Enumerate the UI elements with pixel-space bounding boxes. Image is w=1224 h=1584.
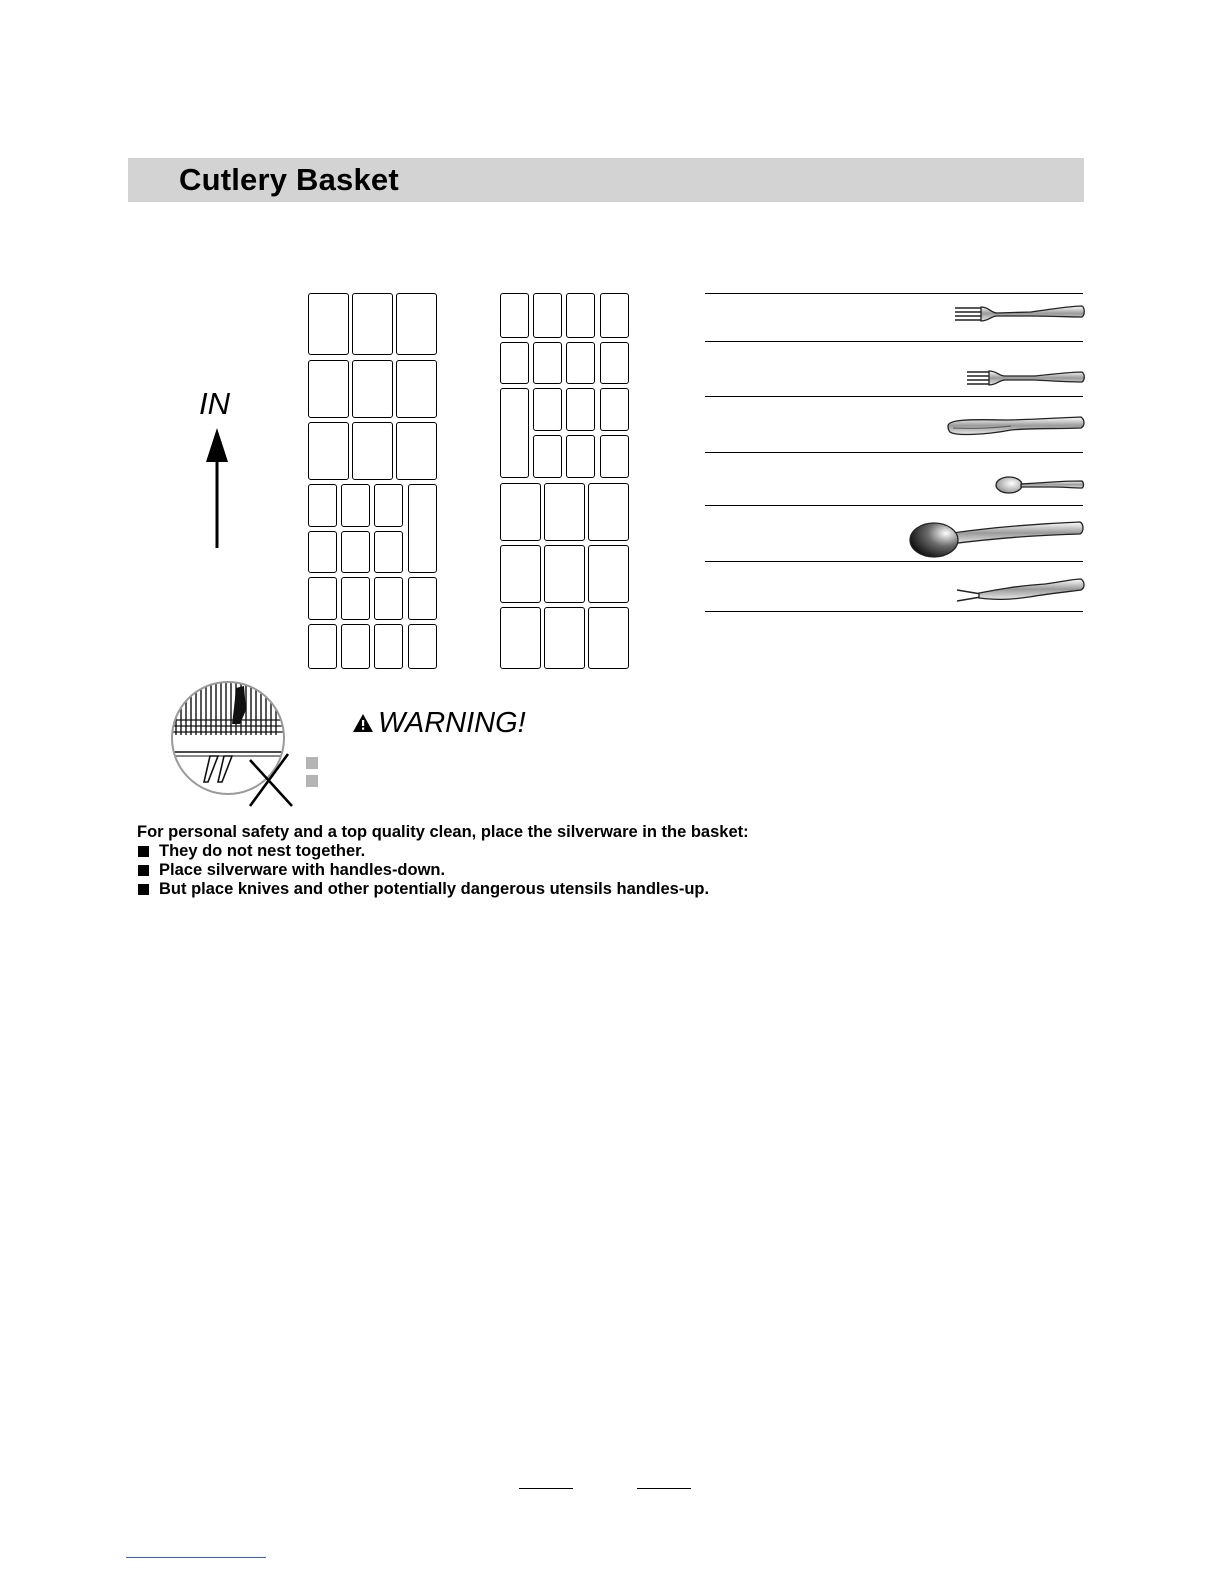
basket-slot — [544, 545, 585, 603]
basket-slot — [566, 388, 595, 431]
legend-divider — [705, 452, 1083, 453]
basket-slot-tall — [408, 484, 437, 573]
basket-slot — [533, 342, 562, 384]
basket-slot — [396, 293, 437, 355]
basket-slot — [500, 607, 541, 669]
basket-slot — [500, 483, 541, 541]
basket-slot — [308, 293, 349, 355]
legend-divider — [705, 396, 1083, 397]
cutlery-basket-right — [498, 292, 632, 670]
salad-fork-icon — [963, 366, 1085, 390]
basket-slot — [374, 531, 403, 573]
basket-slot — [588, 483, 629, 541]
list-item — [137, 842, 1037, 861]
list-item — [137, 861, 1037, 880]
grey-bullet-marker — [306, 775, 318, 787]
basket-slot — [500, 342, 529, 384]
basket-slot — [374, 577, 403, 620]
list-item — [137, 880, 1037, 899]
page-title: Cutlery Basket — [179, 162, 399, 197]
basket-slot — [341, 624, 370, 669]
list-item-text: Place silverware with handles-down. — [159, 861, 446, 879]
list-item-text: But place knives and other potentially dangerous utensils handles-up. — [159, 880, 710, 898]
basket-slot — [600, 293, 629, 338]
arrow-up-icon — [203, 428, 231, 550]
legend-divider — [705, 611, 1083, 612]
direction-label: IN — [199, 386, 230, 421]
basket-slot — [341, 577, 370, 620]
basket-slot — [308, 422, 349, 480]
basket-slot — [566, 435, 595, 478]
knife-icon — [945, 414, 1085, 440]
grey-bullet-marker — [306, 757, 318, 769]
legend-divider — [705, 561, 1083, 562]
basket-slot — [352, 422, 393, 480]
instructions-intro: For personal safety and a top quality clean, place the silverware in the basket: — [137, 823, 749, 841]
knife-warning-illustration — [166, 680, 296, 810]
basket-slot — [544, 607, 585, 669]
legend-divider — [705, 293, 1083, 294]
basket-slot — [544, 483, 585, 541]
basket-slot — [308, 624, 337, 669]
teaspoon-icon — [993, 472, 1085, 496]
soup-spoon-icon — [908, 516, 1085, 560]
basket-slot — [566, 293, 595, 338]
basket-slot — [533, 388, 562, 431]
basket-slot-tall — [500, 388, 529, 478]
basket-slot — [533, 435, 562, 478]
square-bullet-icon — [138, 865, 149, 876]
basket-slot — [396, 360, 437, 418]
section-header-bar — [128, 158, 1084, 202]
basket-slot — [408, 577, 437, 620]
basket-slot — [396, 422, 437, 480]
warning-title: WARNING! — [378, 707, 526, 739]
fork-icon — [951, 302, 1085, 328]
basket-slot — [533, 293, 562, 338]
basket-slot — [588, 607, 629, 669]
footer-rule — [637, 1488, 691, 1489]
basket-slot — [500, 293, 529, 338]
list-item-text: They do not nest together. — [159, 842, 366, 860]
basket-slot — [500, 545, 541, 603]
basket-slot — [588, 545, 629, 603]
basket-slot — [374, 484, 403, 527]
basket-slot — [600, 342, 629, 384]
cutlery-basket-left — [306, 292, 440, 670]
basket-slot — [352, 360, 393, 418]
basket-slot — [308, 531, 337, 573]
square-bullet-icon — [138, 884, 149, 895]
warning-triangle-icon — [352, 713, 374, 733]
basket-slot — [600, 388, 629, 431]
basket-slot — [308, 577, 337, 620]
footer-link-underline — [126, 1557, 266, 1558]
basket-slot — [341, 484, 370, 527]
basket-slot — [352, 293, 393, 355]
square-bullet-icon — [138, 846, 149, 857]
serving-fork-icon — [955, 576, 1085, 606]
basket-slot — [600, 435, 629, 478]
footer-rule — [519, 1488, 573, 1489]
basket-slot — [408, 624, 437, 669]
basket-slot — [566, 342, 595, 384]
basket-slot — [374, 624, 403, 669]
basket-slot — [308, 360, 349, 418]
basket-slot — [308, 484, 337, 527]
legend-divider — [705, 341, 1083, 342]
legend-divider — [705, 505, 1083, 506]
basket-slot — [341, 531, 370, 573]
safety-instructions — [137, 823, 1037, 899]
